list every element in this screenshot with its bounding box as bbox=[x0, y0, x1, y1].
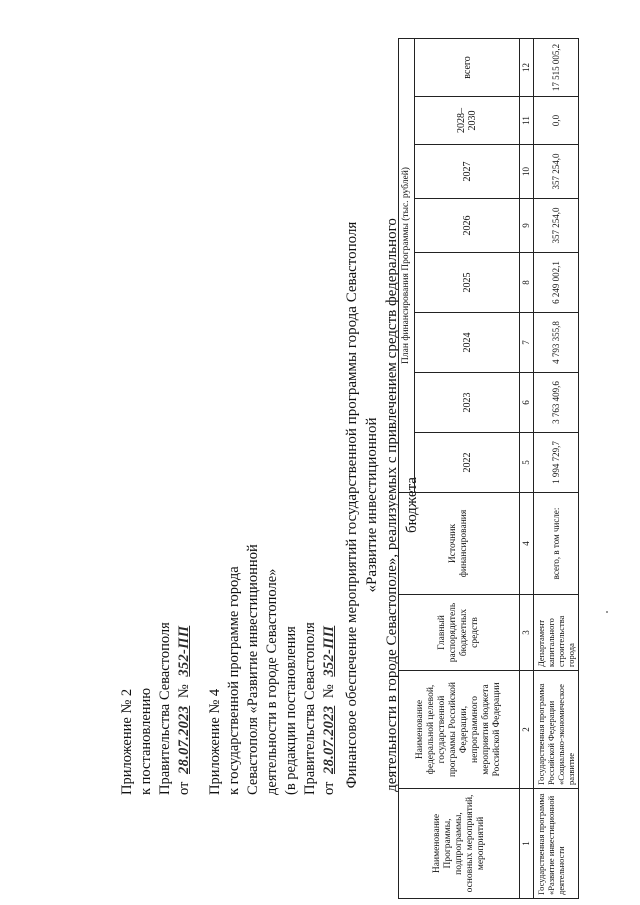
header-year: 2025 bbox=[415, 253, 520, 313]
appendix-2-line: Приложение № 2 bbox=[119, 688, 135, 795]
header-funding-source: Источник финансирования bbox=[399, 493, 520, 595]
cell-value: 4 793 355,8 bbox=[534, 313, 579, 373]
column-number: 11 bbox=[520, 97, 534, 145]
header-year: 2027 bbox=[415, 145, 520, 199]
header-year: 2026 bbox=[415, 199, 520, 253]
date-prefix: от bbox=[321, 781, 337, 795]
column-number: 7 bbox=[520, 313, 534, 373]
column-number: 10 bbox=[520, 145, 534, 199]
cell-program: Государственная программа «Развитие инвестиционной деятельности bbox=[534, 789, 579, 899]
header-year: 2022 bbox=[415, 433, 520, 493]
handwritten-number: 352-ПП bbox=[176, 625, 192, 677]
cell-value: 357 254,0 bbox=[534, 145, 579, 199]
header-program-name: Наименование Программы, подпрограммы, основных мероприятий, мероприятий bbox=[399, 789, 520, 899]
funding-table bbox=[398, 38, 579, 899]
number-prefix: № bbox=[321, 684, 337, 699]
header-year: 2023 bbox=[415, 373, 520, 433]
cell-total-value: 17 515 005,2 bbox=[534, 38, 579, 96]
appendix-4-header bbox=[206, 544, 339, 795]
appendix-2-line: к постановлению bbox=[138, 687, 154, 795]
header-administrator: Главный распорядитель бюджетных средств bbox=[399, 595, 520, 671]
appendix-2-line: Правительства Севастополя bbox=[157, 622, 173, 795]
cell-value: 6 249 002,1 bbox=[534, 253, 579, 313]
header-year: 2028–2030 bbox=[415, 97, 520, 145]
date-prefix: от bbox=[176, 781, 192, 795]
scan-speck bbox=[606, 611, 608, 613]
appendix-4-line: (в редакции постановления bbox=[283, 626, 299, 795]
column-number: 5 bbox=[520, 433, 534, 493]
appendix-2-date-line bbox=[175, 622, 194, 795]
cell-value: 357 254,0 bbox=[534, 199, 579, 253]
column-number: 1 bbox=[520, 789, 534, 899]
column-number: 6 bbox=[520, 373, 534, 433]
cell-federal-program: Государственная программа Российской Федерации «Социально-экономическое развитие bbox=[534, 671, 579, 789]
appendix-4-line: Правительства Севастополя bbox=[302, 622, 318, 795]
handwritten-date: 28.07.2023 bbox=[321, 705, 337, 774]
column-number: 12 bbox=[520, 38, 534, 96]
column-number: 2 bbox=[520, 671, 534, 789]
appendix-4-line: Приложение № 4 bbox=[207, 688, 223, 795]
header-funding-plan: План финансирования Программы (тыс. рублей) bbox=[399, 38, 415, 492]
cell-source: всего, в том числе: bbox=[534, 493, 579, 595]
cell-administrator: Департамент капитального строительства города bbox=[534, 595, 579, 671]
handwritten-date: 28.07.2023 bbox=[176, 705, 192, 774]
appendix-4-line: к государственной программе города bbox=[226, 566, 242, 795]
title-line: Финансовое обеспечение мероприятий государственной программы города Севастополя «Развитие инвестиционной bbox=[344, 221, 380, 789]
handwritten-number: 352-ПП bbox=[321, 625, 337, 677]
appendix-2-header bbox=[118, 622, 194, 795]
column-number: 4 bbox=[520, 493, 534, 595]
appendix-4-line: Севастополя «Развитие инвестиционной bbox=[245, 544, 261, 795]
column-number: 3 bbox=[520, 595, 534, 671]
header-year: 2024 bbox=[415, 313, 520, 373]
cell-value: 3 763 409,6 bbox=[534, 373, 579, 433]
table-row bbox=[534, 38, 579, 898]
cell-value: 0,0 bbox=[534, 97, 579, 145]
cell-value: 1 994 729,7 bbox=[534, 433, 579, 493]
column-number: 9 bbox=[520, 199, 534, 253]
appendix-4-date-line bbox=[320, 544, 339, 795]
appendix-4-line: деятельности в городе Севастополе» bbox=[264, 568, 280, 795]
number-prefix: № bbox=[176, 684, 192, 699]
header-federal-program: Наименование федеральной целевой, государственной программы Российской Федерации, непрограммного мероприятия бюджета Российской Федерации bbox=[399, 671, 520, 789]
title-line: деятельности в городе Севастополе», реализуемых с привлечением средств федерального бюджета bbox=[384, 218, 420, 792]
header-total: всего bbox=[415, 38, 520, 96]
column-number: 8 bbox=[520, 253, 534, 313]
